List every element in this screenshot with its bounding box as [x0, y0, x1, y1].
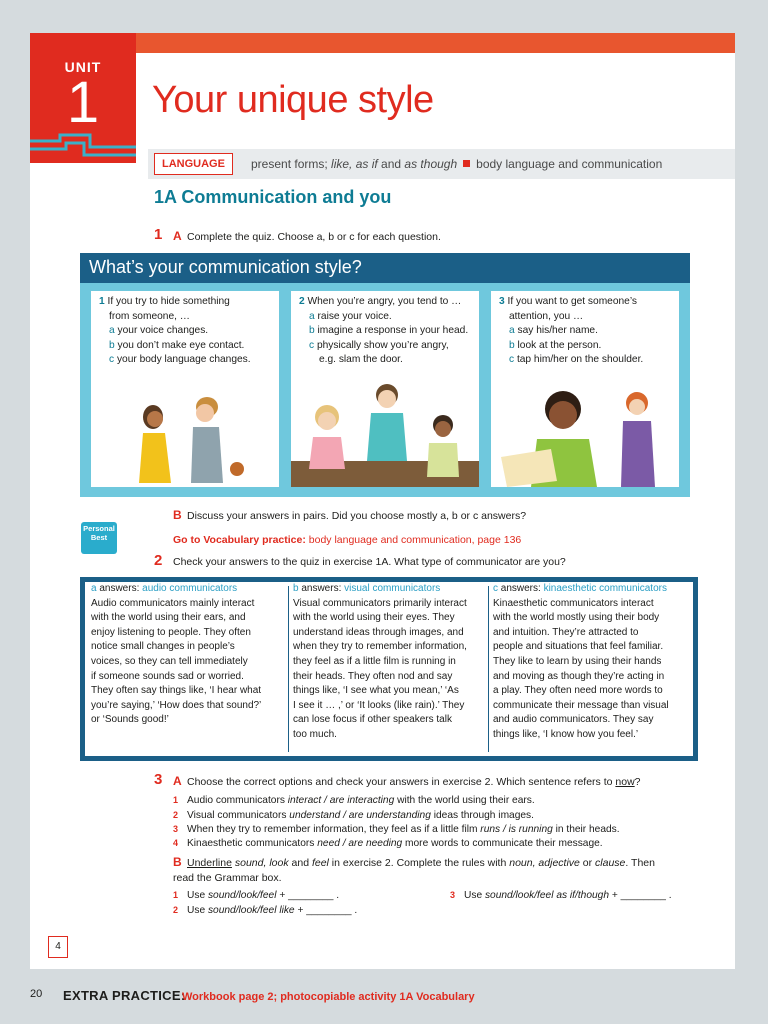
exercise-sentence: 3 When they try to remember information, they feel as if a little film runs / is running in their heads.	[173, 824, 620, 835]
footer-label: EXTRA PRACTICE:	[63, 988, 186, 1003]
quiz-question-card	[91, 291, 279, 487]
quiz-question: 2 When you’re angry, you tend to … a raise your voice. b imagine a response in your head. c physically show you’re angry, e.g. slam the door.	[299, 296, 469, 366]
exercise-instruction: Check your answers to the quiz in exercise 1A. What type of communicator are you?	[173, 556, 566, 568]
unit-decoration-icon	[30, 133, 136, 163]
textbook-page	[30, 33, 735, 969]
quiz-header	[80, 253, 690, 283]
exercise-instruction: Underline sound, look and feel in exercise 2. Complete the rules with noun, adjective or clause. Then	[187, 857, 655, 869]
unit-number: 1	[66, 70, 100, 135]
exercise-letter: B	[173, 855, 182, 869]
bullet-square-icon	[463, 160, 470, 167]
footer-page-number: 20	[30, 988, 43, 1000]
exercise-instruction: Complete the quiz. Choose a, b or c for each question.	[187, 231, 441, 243]
exercise-number: 2	[154, 552, 163, 569]
grammar-rule: 2 Use sound/look/feel like + ________ .	[173, 905, 358, 916]
shoulder-tap-illustration	[491, 377, 679, 487]
page-number: 4	[48, 936, 68, 958]
language-bar	[148, 149, 735, 179]
quiz-box	[80, 253, 690, 497]
exercise-letter: B	[173, 508, 182, 522]
unit-label: UNIT	[64, 59, 102, 75]
grammar-rule: 3 Use sound/look/feel as if/though + ________ .	[450, 890, 672, 901]
exercise-number: 3	[154, 771, 163, 788]
quiz-question: 1 If you try to hide something from someone, … a your voice changes. b you don’t make eye contact. c your body language changes.	[99, 296, 251, 366]
answers-box	[80, 577, 698, 761]
people-talking-illustration	[91, 377, 279, 487]
angry-meeting-illustration	[291, 377, 479, 487]
language-tag: LANGUAGE	[154, 153, 233, 175]
exercise-sentence: 2 Visual communicators understand / are understanding ideas through images.	[173, 810, 534, 821]
footer-text: Workbook page 2; photocopiable activity 1A Vocabulary	[182, 991, 475, 1003]
quiz-question-card	[491, 291, 679, 487]
exercise-sentence: 1 Audio communicators interact / are interacting with the world using their ears.	[173, 795, 535, 806]
answer-column-kinaesthetic: c answers: kinaesthetic communicators Kinaesthetic communicators interact with the world mostly using their body and intuition. They’re attracted to people and situations that feel familiar. They like to learn by using their hands and moving as though they’re acting in a play. They often need more words to communicate their message than visual and audio communicators. They say things like, ‘I know how you feel.’	[493, 583, 669, 740]
language-topics: present forms; like, as if and as though body language and communication	[251, 157, 663, 171]
header-bar	[136, 33, 735, 53]
exercise-instruction: Choose the correct options and check your answers in exercise 2. Which sentence refers to now?	[187, 776, 641, 788]
unit-badge	[30, 33, 136, 163]
column-divider	[288, 586, 289, 752]
quiz-question: 3 If you want to get someone’s attention, you … a say his/her name. b look at the person. c tap him/her on the shoulder.	[499, 296, 644, 366]
exercise-instruction: read the Grammar box.	[173, 872, 282, 884]
answer-column-audio: a answers: audio communicators Audio communicators mainly interact with the world using their ears, and enjoy listening to people. They often notice small changes in people’s voices, so they can tell immediately if someone sounds sad or worried. They often say things like, ‘I hear what you’re saying,’ ‘How does that sound?’ or ‘Sounds good!’	[91, 583, 262, 726]
section-title: 1A Communication and you	[154, 187, 392, 207]
personal-best-badge: Personal Best	[81, 522, 117, 554]
exercise-instruction: Discuss your answers in pairs. Did you choose mostly a, b or c answers?	[187, 510, 527, 522]
exercise-letter: A	[173, 774, 182, 788]
exercise-letter: A	[173, 229, 182, 243]
answer-column-visual: b answers: visual communicators Visual communicators primarily interact with the world using their eyes. They understand ideas through images, and when they try to remember information, they feel as if a little film is running in their heads. They often nod and say things like, ‘I see what you mean,’ ‘As I see it … ,’ or ‘It looks (like rain).’ They can lose focus if other speakers talk too much.	[293, 583, 467, 740]
exercise-sentence: 4 Kinaesthetic communicators need / are needing more words to communicate their message.	[173, 838, 603, 849]
quiz-question-card	[291, 291, 479, 487]
quiz-title: What’s your communication style?	[89, 257, 362, 277]
vocabulary-link[interactable]: Go to Vocabulary practice: body language and communication, page 136	[173, 534, 522, 546]
grammar-rule: 1 Use sound/look/feel + ________ .	[173, 890, 340, 901]
column-divider	[488, 586, 489, 752]
page-title: Your unique style	[152, 79, 434, 121]
exercise-number: 1	[154, 226, 163, 243]
